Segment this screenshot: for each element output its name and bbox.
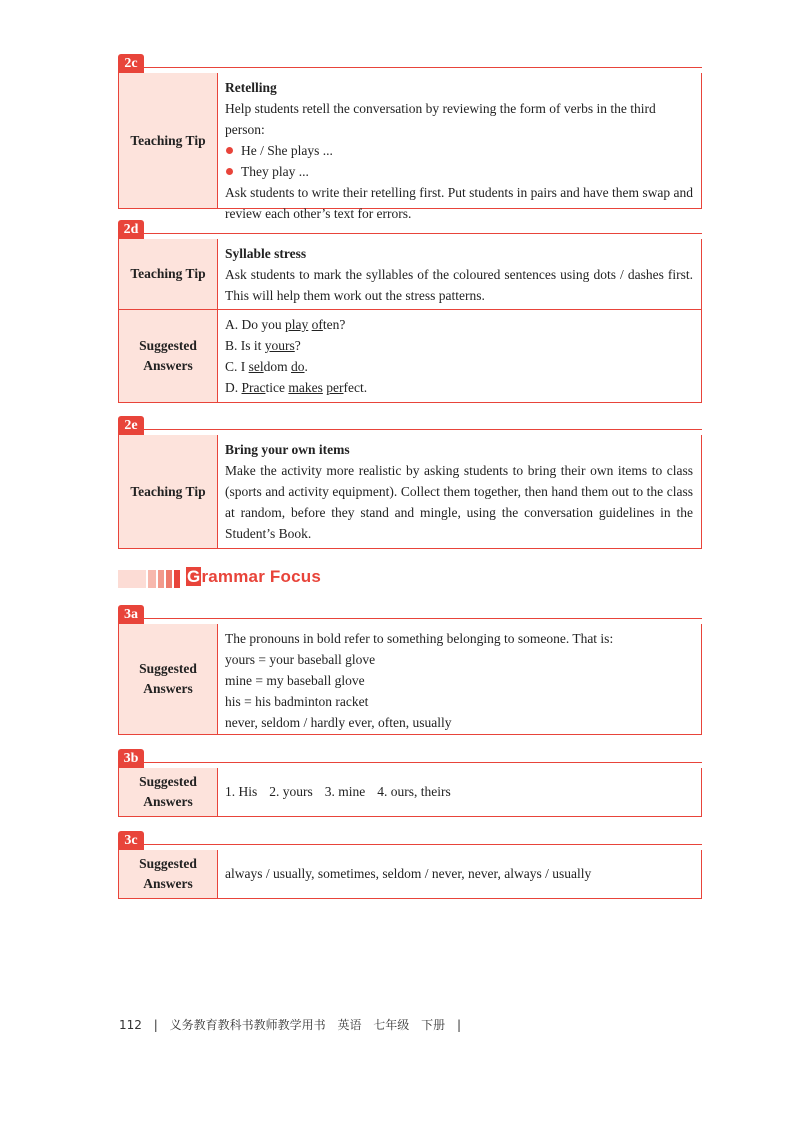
- answer-text: always / usually, sometimes, seldom / never, never, always / usually: [225, 865, 592, 881]
- answers-box: [118, 768, 702, 817]
- bullet-text: They play ...: [241, 164, 309, 179]
- answer-item: 2. yours: [269, 783, 313, 799]
- divider: [144, 67, 702, 68]
- divider: [144, 844, 702, 845]
- answer-line: yours = your baseball glove: [225, 652, 376, 667]
- answer-line: The pronouns in bold refer to something belonging to someone. That is:: [225, 631, 614, 646]
- answer-d: D. Practice makes perfect.: [225, 380, 368, 395]
- answers-row: [119, 850, 701, 898]
- divider: [144, 762, 702, 763]
- answers-row: [119, 309, 701, 402]
- section-3b: [118, 749, 702, 817]
- tip-intro: Help students retell the conversation by reviewing the form of verbs in the third person:: [225, 101, 656, 137]
- tip-title: Syllable stress: [225, 246, 307, 261]
- answer-item: 3. mine: [324, 783, 366, 799]
- section-tag: 3a: [118, 605, 144, 624]
- answer-c: C. I seldom do.: [225, 359, 308, 374]
- answers-content: [218, 768, 701, 816]
- tip-box: [118, 73, 702, 221]
- answers-box: [118, 850, 702, 899]
- divider: [144, 233, 702, 234]
- section-2d: [118, 220, 702, 403]
- page-number: 112: [119, 1018, 142, 1032]
- volume: 下册: [421, 1018, 446, 1032]
- answers-content: [218, 624, 701, 734]
- section-tag: 3b: [118, 749, 144, 768]
- book-title: 义务教育教科书教师教学用书: [169, 1018, 326, 1032]
- tip-text: Make the activity more realistic by asking students to bring their own items to class (sports and activity equipment). Collect them together, then hand them out to the class at random, before they stand and mingle, using the conversation guidelines in the Student’s Book.: [225, 463, 693, 541]
- section-tag: 2d: [118, 220, 144, 239]
- heading-rest: rammar Focus: [201, 567, 321, 586]
- tip-outro: Ask students to write their retelling first. Put students in pairs and have them swap and review each other’s text for errors.: [225, 185, 693, 221]
- teaching-tip-row: [119, 435, 701, 548]
- grade: 七年级: [373, 1018, 410, 1032]
- answers-label-line: Suggested: [139, 338, 197, 353]
- teaching-tip-label: Teaching Tip: [119, 435, 218, 548]
- answer-item: 4. ours, theirs: [377, 783, 451, 799]
- bullet-dot-icon: [226, 147, 233, 154]
- answers-row: [119, 624, 701, 734]
- section-tag: 3c: [118, 831, 144, 850]
- answers-label-line: Answers: [143, 681, 193, 696]
- answers-row: [119, 768, 701, 816]
- tip-title: Retelling: [225, 80, 277, 95]
- answers-label-line: Suggested: [139, 774, 197, 789]
- divider: [144, 429, 702, 430]
- bullet-dot-icon: [226, 168, 233, 175]
- bullet-item: [225, 161, 693, 182]
- answers-label-line: Answers: [143, 358, 193, 373]
- heading-initial: G: [187, 567, 201, 586]
- answers-box: [118, 624, 702, 735]
- grammar-focus-heading: [186, 567, 321, 587]
- tip-title: Bring your own items: [225, 442, 350, 457]
- tip-content: [218, 239, 701, 309]
- section-2c: [118, 54, 702, 221]
- teaching-tip-label: Teaching Tip: [119, 239, 218, 309]
- answers-label: [119, 624, 218, 734]
- answers-label-line: Answers: [143, 794, 193, 809]
- answer-line: his = his badminton racket: [225, 694, 369, 709]
- tip-box: [118, 239, 702, 403]
- tip-content: [218, 73, 701, 221]
- bullet-text: He / She plays ...: [241, 143, 333, 158]
- bullet-item: [225, 140, 693, 161]
- answer-b: B. Is it yours?: [225, 338, 301, 353]
- footer-separator: |: [456, 1018, 462, 1032]
- answers-label: [119, 768, 218, 816]
- section-tag: 2e: [118, 416, 144, 435]
- teaching-tip-row: [119, 73, 701, 221]
- answer-line: never, seldom / hardly ever, often, usually: [225, 715, 452, 730]
- subject: 英语: [337, 1018, 362, 1032]
- answers-content: [218, 850, 701, 898]
- section-3c: [118, 831, 702, 899]
- answer-line: mine = my baseball glove: [225, 673, 365, 688]
- tip-content: [218, 435, 701, 548]
- answer-item: 1. His: [225, 783, 258, 799]
- teaching-tip-label: Teaching Tip: [119, 73, 218, 208]
- answers-label-line: Suggested: [139, 661, 197, 676]
- divider: [144, 618, 702, 619]
- page-footer: [119, 1016, 469, 1033]
- footer-separator: |: [153, 1018, 158, 1032]
- tip-box: [118, 435, 702, 549]
- tip-text: Ask students to mark the syllables of the coloured sentences using dots / dashes first. This will help them work out the stress patterns.: [225, 267, 693, 303]
- answers-content: [218, 310, 701, 402]
- answers-label: [119, 850, 218, 898]
- answers-label-line: Answers: [143, 876, 193, 891]
- answers-label: [119, 310, 218, 402]
- answer-a: A. Do you play often?: [225, 317, 346, 332]
- section-tag: 2c: [118, 54, 144, 73]
- teaching-tip-row: [119, 239, 701, 309]
- section-2e: [118, 416, 702, 549]
- answers-label-line: Suggested: [139, 856, 197, 871]
- section-3a: [118, 605, 702, 735]
